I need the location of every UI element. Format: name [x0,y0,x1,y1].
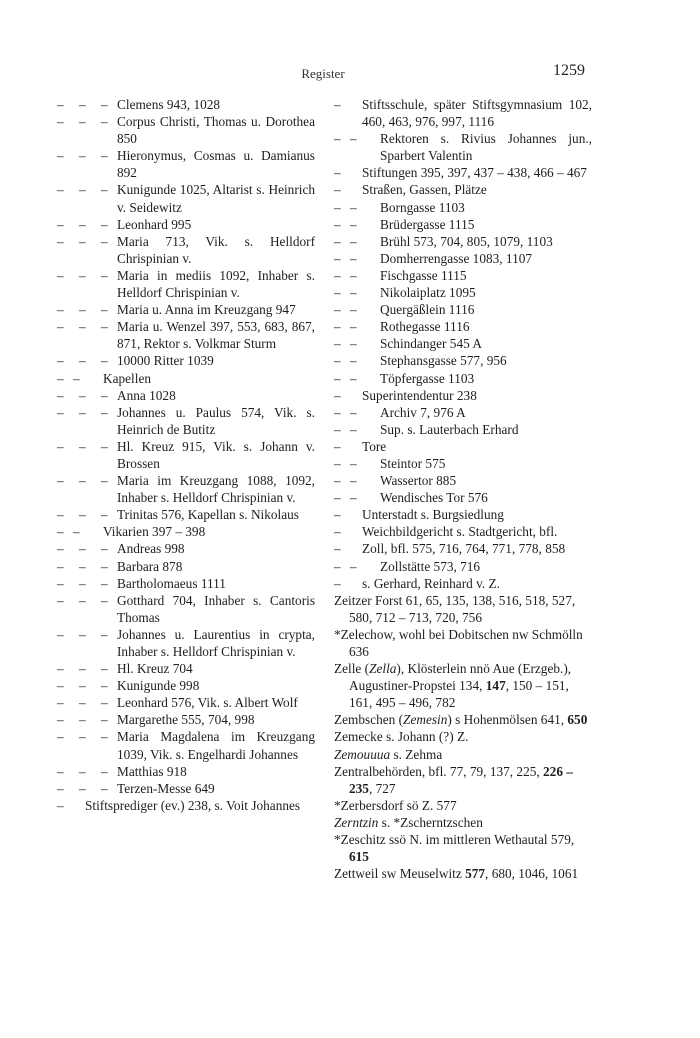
entry-text: Quergäßlein 1116 [380,302,475,318]
index-entry [57,523,315,540]
indent-dashes: – – – [57,763,114,779]
index-entry [57,370,315,387]
index-column-left [57,96,315,814]
indent-dashes: – – – [57,148,114,164]
index-entry [57,216,315,233]
index-entry [334,96,592,130]
indent-dashes: – – [334,404,360,420]
indent-dashes: – – [334,558,360,574]
index-entry [334,489,592,506]
indent-dashes: – – [334,199,360,215]
indent-dashes: – – – [57,507,114,523]
index-entry [334,592,592,626]
text-run: Zentralbehörden, bfl. 77, 79, 137, 225, [334,763,544,779]
indent-dashes: – [334,438,344,454]
index-entry [334,335,592,352]
indent-dashes: – – – [57,780,114,796]
entry-text: Bartholomaeus 1111 [117,575,226,591]
index-entry [57,267,315,301]
entry-text [334,764,573,796]
entry-text: *Zerbersdorf sö Z. 577 [334,797,457,813]
index-entry [334,575,592,592]
indent-dashes: – – [334,267,360,283]
entry-text: Zoll, bfl. 575, 716, 764, 771, 778, 858 [362,541,566,557]
index-entry [57,113,315,147]
index-entry [334,387,592,404]
entry-text: Maria 713, Vik. s. Helldorf Chrispinian v. [117,233,315,266]
entry-text: Zollstätte 573, 716 [380,558,481,574]
indent-dashes: – – – [57,319,114,335]
entry-text: Leonhard 576, Vik. s. Albert Wolf [117,695,298,711]
index-entry [334,728,592,745]
indent-dashes: – [334,97,344,112]
index-column-right [334,96,592,882]
entry-text: Zeitzer Forst 61, 65, 135, 138, 516, 518, 527, 580, 712 – 713, 720, 756 [334,592,576,625]
entry-text: Zemecke s. Johann (?) Z. [334,729,469,745]
entry-text: Borngasse 1103 [380,199,465,215]
indent-dashes: – – – [57,712,114,728]
entry-text: Matthias 918 [117,763,187,779]
entry-text: Superintendentur 238 [362,387,477,403]
text-run: , 727 [368,780,396,796]
bold-reference: 615 [349,849,369,865]
index-entry [334,865,592,882]
indent-dashes: – – – [57,353,114,369]
entry-text: Steintor 575 [380,455,446,471]
index-entry [57,404,315,438]
index-entry [57,797,315,814]
entry-text: Kunigunde 1025, Altarist s. Heinrich v. Seidewitz [117,182,315,215]
index-entry [334,352,592,369]
indent-dashes: – – – [57,678,114,694]
index-entry [57,763,315,780]
indent-dashes: – – [334,370,360,386]
index-entry [57,626,315,660]
entry-text: Gotthard 704, Inhaber s. Cantoris Thomas [117,592,315,625]
index-entry [334,421,592,438]
index-entry [57,694,315,711]
indent-dashes: – – [334,319,360,335]
entry-text: Weichbildgericht s. Stadtgericht, bfl. [362,524,558,540]
index-entry [57,677,315,694]
index-entry [57,660,315,677]
indent-dashes: – – – [57,114,114,130]
index-entry [334,797,592,814]
text-run: , 680, 1046, 1061 [485,866,579,882]
indent-dashes: – – – [57,302,114,318]
index-entry [57,540,315,557]
index-entry [334,438,592,455]
bold-reference: 650 [567,712,588,728]
index-entry [57,711,315,728]
index-entry [57,181,315,215]
entry-text: Andreas 998 [117,541,185,557]
entry-text: Stiftsprediger (ev.) 238, s. Voit Johannes [85,797,301,813]
indent-dashes: – – – [57,438,114,454]
index-entry [334,318,592,335]
index-entry [334,626,592,660]
index-entry [57,147,315,181]
indent-dashes: – – – [57,387,114,403]
entry-text: Terzen-Messe 649 [117,780,215,796]
index-entry [334,404,592,421]
entry-text: Margarethe 555, 704, 998 [117,712,255,728]
entry-text: Johannes u. Paulus 574, Vik. s. Heinrich de Butitz [117,404,315,437]
indent-dashes: – [334,182,344,198]
index-entry [57,96,315,113]
text-run: *Zeschitz ssö N. im mittleren Wethautal 579, [334,832,575,848]
indent-dashes: – – – [57,729,114,745]
indent-dashes: – – – [57,695,114,711]
indent-dashes: – [57,797,67,813]
entry-text: Wendisches Tor 576 [380,490,488,506]
index-entry [334,284,592,301]
entry-text [334,712,587,727]
entry-text: Maria im Kreuzgang 1088, 1092, Inhaber s. Helldorf Chrispinian v. [117,473,315,506]
indent-dashes: – – – [57,97,114,112]
entry-text: Maria Magdalena im Kreuzgang 1039, Vik. s. Engelhardi Johannes [117,729,315,762]
entry-text: Corpus Christi, Thomas u. Dorothea 850 [117,114,315,147]
entry-text: Stephansgasse 577, 956 [380,353,507,369]
entry-text: Clemens 943, 1028 [117,97,221,112]
index-entry [334,711,592,728]
indent-dashes: – – – [57,626,114,642]
index-entry [334,831,592,865]
bold-reference: 577 [465,866,486,882]
entry-text: *Zelechow, wohl bei Dobitschen nw Schmölln 636 [334,626,583,659]
entry-text [334,832,574,864]
entry-text: Maria in mediis 1092, Inhaber s. Helldorf Chrispinian v. [117,267,315,301]
indent-dashes: – – – [57,233,114,249]
entry-text [334,866,578,881]
index-entry [57,387,315,404]
index-entry [334,558,592,575]
indent-dashes: – – [334,233,360,249]
entry-text: Maria u. Wenzel 397, 553, 683, 867, 871, Rektor s. Volkmar Sturm [117,319,315,352]
entry-text: Wassertor 885 [380,473,457,489]
indent-dashes: – – [57,370,83,386]
indent-dashes: – – – [57,267,114,283]
entry-text: Stiftungen 395, 397, 437 – 438, 466 – 467 [362,165,587,181]
entry-text: Hl. Kreuz 704 [117,661,193,677]
entry-text: Johannes u. Laurentius in crypta, Inhaber s. Helldorf Chrispinian v. [117,626,315,659]
indent-dashes: – [334,541,344,557]
index-entry [334,660,592,711]
indent-dashes: – – [334,302,360,318]
text-run: Zettweil sw Meuselwitz [334,866,466,882]
entry-text: Leonhard 995 [117,216,192,232]
indent-dashes: – – [334,336,360,352]
entry-text: Unterstadt s. Burgsiedlung [362,507,504,523]
text-run: s. Zehma [390,746,443,762]
index-entry [334,250,592,267]
italic-name: Zella [369,661,397,677]
entry-text [334,747,442,762]
italic-name: Zerntzin [334,814,379,830]
indent-dashes: – – [334,216,360,232]
entry-text: Anna 1028 [117,387,176,403]
entry-text: Fischgasse 1115 [380,267,467,283]
bold-reference: 147 [485,678,506,694]
indent-dashes: – – [334,421,360,437]
text-run: Zembschen ( [334,712,404,728]
index-entry [334,267,592,284]
index-entry [57,438,315,472]
entry-text [334,815,483,830]
index-entry [334,523,592,540]
index-entry [334,164,592,181]
entry-text: Vikarien 397 – 398 [103,524,206,540]
index-entry [334,540,592,557]
index-entry [334,199,592,216]
index-entry [334,233,592,250]
index-entry [57,301,315,318]
entry-text: Archiv 7, 976 A [380,404,466,420]
italic-name: Zemouuua [334,746,391,762]
entry-text: Barbara 878 [117,558,183,574]
index-entry [57,728,315,762]
indent-dashes: – – – [57,473,114,489]
entry-text: Stiftsschule, später Stiftsgymnasium 102, 460, 463, 976, 997, 1116 [362,97,592,130]
indent-dashes: – – – [57,404,114,420]
entry-text: Hieronymus, Cosmas u. Damianus 892 [117,148,315,181]
indent-dashes: – – – [57,182,114,198]
entry-text: 10000 Ritter 1039 [117,353,214,369]
entry-text: Sup. s. Lauterbach Erhard [380,421,519,437]
index-entry [57,472,315,506]
indent-dashes: – [334,387,344,403]
entry-text: Kapellen [103,370,151,386]
indent-dashes: – – [57,524,83,540]
index-entry [334,455,592,472]
index-entry [334,370,592,387]
entry-text: Rothegasse 1116 [380,319,470,335]
text-run: , 150 – 151, 161, 495 – 496, 782 [349,678,569,711]
entry-text [334,661,571,710]
entry-text: Straßen, Gassen, Plätze [362,182,487,198]
index-entry [57,318,315,352]
entry-text: Nikolaiplatz 1095 [380,285,476,301]
indent-dashes: – – – [57,575,114,591]
index-entry [334,216,592,233]
index-entry [57,558,315,575]
index-entry [334,472,592,489]
text-run: s. *Zscherntzschen [378,814,483,830]
index-entry [57,575,315,592]
indent-dashes: – – – [57,661,114,677]
index-entry [334,763,592,797]
bold-reference: 226 – 235 [349,763,573,796]
indent-dashes: – – [334,250,360,266]
indent-dashes: – – – [57,216,114,232]
page-number: 1259 [553,62,585,79]
entry-text: Hl. Kreuz 915, Vik. s. Johann v. Brossen [117,438,315,471]
entry-text: Trinitas 576, Kapellan s. Nikolaus [117,507,299,523]
text-run: ), Klösterlein nnö Aue (Erzgeb.), Augustiner-Propstei 134, [349,661,572,694]
index-entry [57,233,315,267]
indent-dashes: – – [334,131,360,147]
entry-text: Brüdergasse 1115 [380,216,475,232]
text-run: Zelle ( [334,661,370,677]
index-entry [57,506,315,523]
index-entry [334,181,592,198]
index-entry [334,814,592,831]
index-entry [57,592,315,626]
entry-text: Tore [362,438,387,454]
indent-dashes: – – [334,455,360,471]
entry-text: Kunigunde 998 [117,678,200,694]
page-title: Register [301,66,345,81]
text-run: ) s Hohenmölsen 641, [447,712,568,728]
entry-text: Maria u. Anna im Kreuzgang 947 [117,302,296,318]
entry-text: Rektoren s. Rivius Johannes jun., Sparbert Valentin [380,131,592,164]
indent-dashes: – [334,524,344,540]
indent-dashes: – – – [57,558,114,574]
indent-dashes: – – [334,473,360,489]
indent-dashes: – – – [57,541,114,557]
indent-dashes: – [334,575,344,591]
indent-dashes: – – [334,490,360,506]
index-entry [57,352,315,369]
indent-dashes: – [334,507,344,523]
indent-dashes: – – – [57,592,114,608]
indent-dashes: – – [334,353,360,369]
index-entry [334,506,592,523]
entry-text: Domherrengasse 1083, 1107 [380,250,533,266]
indent-dashes: – [334,165,344,181]
italic-name: Zemesin [403,712,448,728]
index-entry [334,746,592,763]
index-entry [57,780,315,797]
indent-dashes: – – [334,285,360,301]
entry-text: Töpfergasse 1103 [380,370,475,386]
entry-text: s. Gerhard, Reinhard v. Z. [362,575,500,591]
entry-text: Schindanger 545 A [380,336,482,352]
index-entry [334,301,592,318]
entry-text: Brühl 573, 704, 805, 1079, 1103 [380,233,553,249]
index-entry [334,130,592,164]
